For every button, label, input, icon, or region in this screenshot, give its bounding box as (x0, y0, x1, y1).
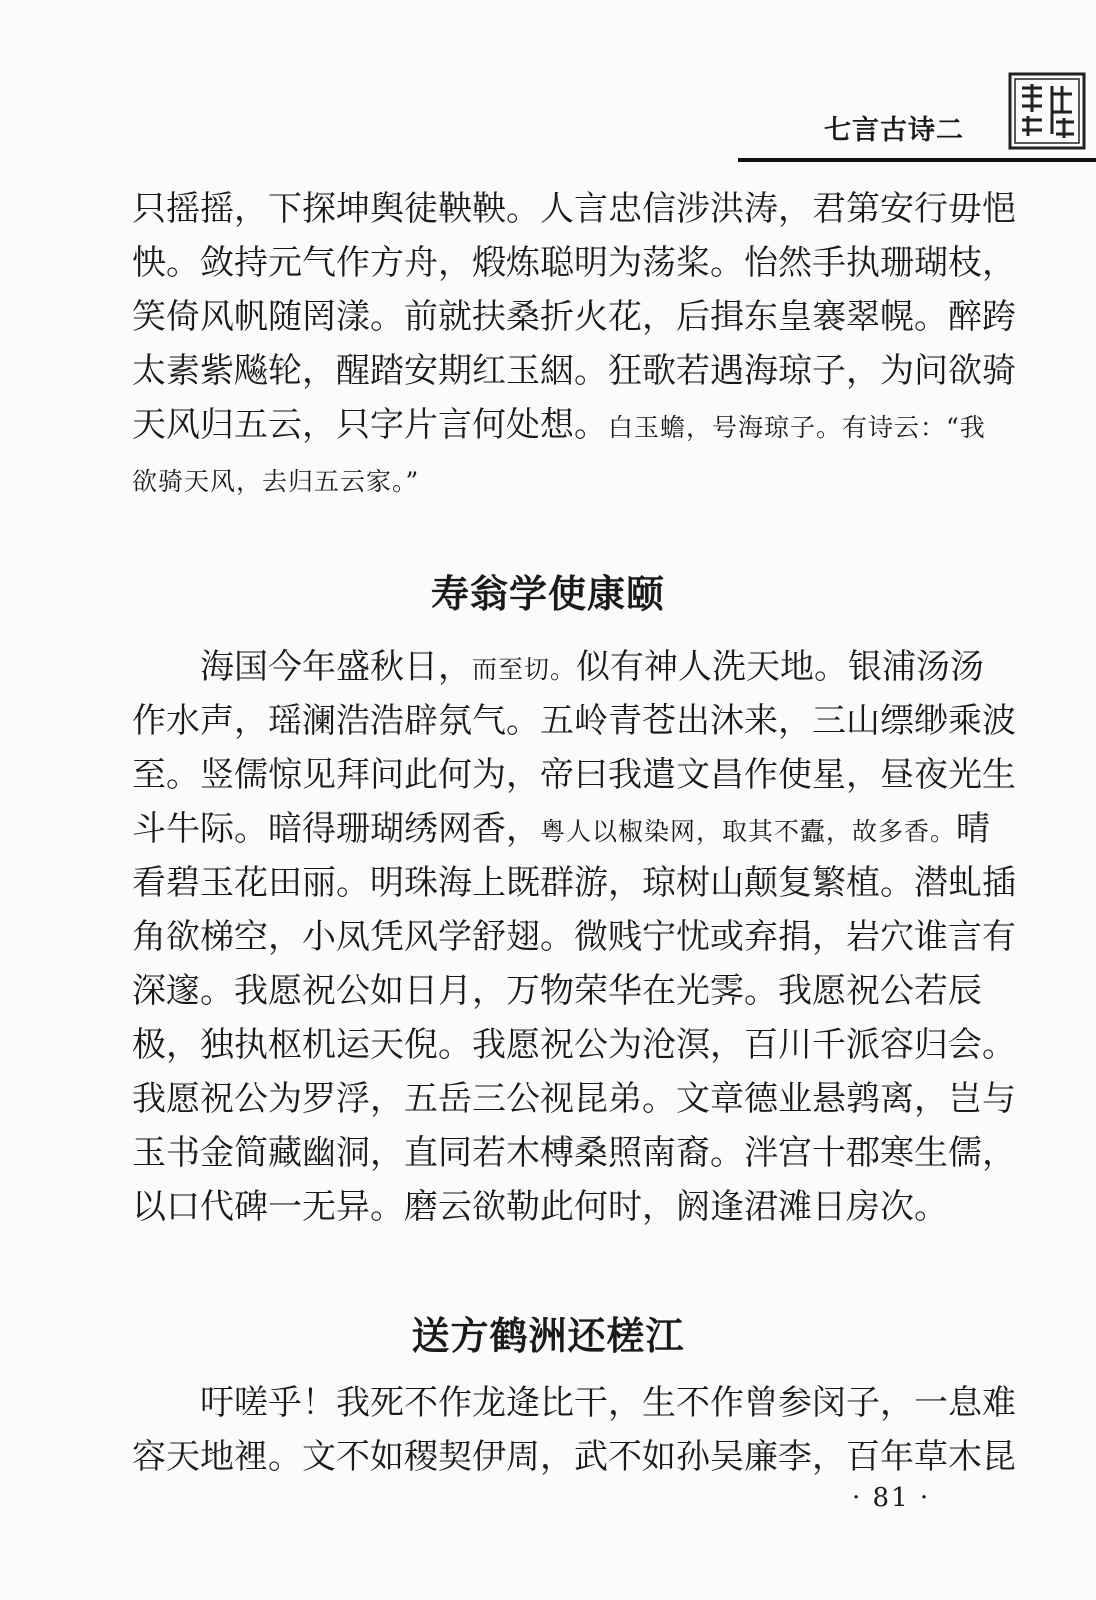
running-header: 七言古诗二 (824, 115, 964, 146)
poem-continuation (132, 182, 1016, 506)
page-number: · 81 · (852, 1483, 931, 1513)
annotation: 而至切。 (472, 655, 577, 684)
verse-text: 晴 (956, 809, 991, 849)
header-rule (738, 158, 1096, 162)
verse-text: 海国今年盛秋日， (200, 647, 472, 687)
text-line: 玉书金简藏幽洞，直同若木榑桑照南裔。泮宫十郡寒生儒， (132, 1133, 1016, 1173)
text-line (132, 398, 986, 452)
text-line: 我愿祝公为罗浮，五岳三公视昆弟。文章德业悬鹑离，岂与 (132, 1079, 1016, 1119)
poem-title: 送方鹤洲还槎江 (411, 1314, 685, 1358)
text-line: 角欲梯空，小凤凭风学舒翅。微贱宁忧或弃捐，岩穴谁言有 (132, 917, 1016, 957)
seal-stamp-icon (1008, 72, 1086, 150)
text-line: 看碧玉花田丽。明珠海上既群游，琼树山颠复繁植。潜虬插 (132, 863, 1016, 903)
annotation: 粤人以椒染网，取其不蠹，故多香。 (540, 817, 957, 846)
annotation: 欲骑天风，去归五云家。” (132, 467, 420, 496)
verse-text: 似有神人洗天地。银浦汤汤 (576, 647, 985, 687)
text-line: 怏。敛持元气作方舟，煅炼聪明为荡桨。怡然手执珊瑚枝， (132, 243, 1016, 283)
text-line: 至。竖儒惊见拜问此何为，帝曰我遣文昌作使星，昼夜光生 (132, 755, 1016, 795)
text-line (132, 452, 964, 506)
poem-body (132, 1376, 1016, 1484)
annotation: 白玉蟾，号海琼子。有诗云：“我 (608, 413, 986, 442)
text-line (132, 640, 985, 694)
text-line: 只摇摇，下探坤舆徒鞅鞅。人言忠信涉洪涛，君第安行毋悒 (132, 189, 1016, 229)
verse-text: 斗牛际。暗得珊瑚绣网香， (132, 809, 540, 849)
text-line: 太素紫飚轮，醒踏安期红玉絪。狂歌若遇海琼子，为问欲骑 (132, 351, 1016, 391)
text-line: 容天地裡。文不如稷契伊周，武不如孙吴廉李，百年草木昆 (132, 1437, 1016, 1477)
text-line: 极，独执枢机运天倪。我愿祝公为沧溟，百川千派容归会。 (132, 1025, 1016, 1065)
text-line: 吁嗟乎！我死不作龙逄比干，生不作曾参闵子，一息难 (200, 1383, 1016, 1423)
text-line (132, 802, 991, 856)
text-line: 以口代碑一无异。磨云欲勒此何时，阏逢涒滩日房次。 (132, 1187, 948, 1227)
text-line: 深邃。我愿祝公如日月，万物荣华在光霁。我愿祝公若辰 (132, 971, 982, 1011)
text-line: 笑倚风帆随罔漾。前就扶桑折火花，后揖东皇褰翠幌。醉跨 (132, 297, 1016, 337)
verse-text: 天风归五云，只字片言何处想。 (132, 405, 608, 445)
poem-body (132, 640, 1016, 1234)
text-line: 作水声，瑶澜浩浩辟氛气。五岭青苍出沐来，三山缥缈乘波 (132, 701, 1016, 741)
poem-title: 寿翁学使康颐 (430, 572, 665, 616)
